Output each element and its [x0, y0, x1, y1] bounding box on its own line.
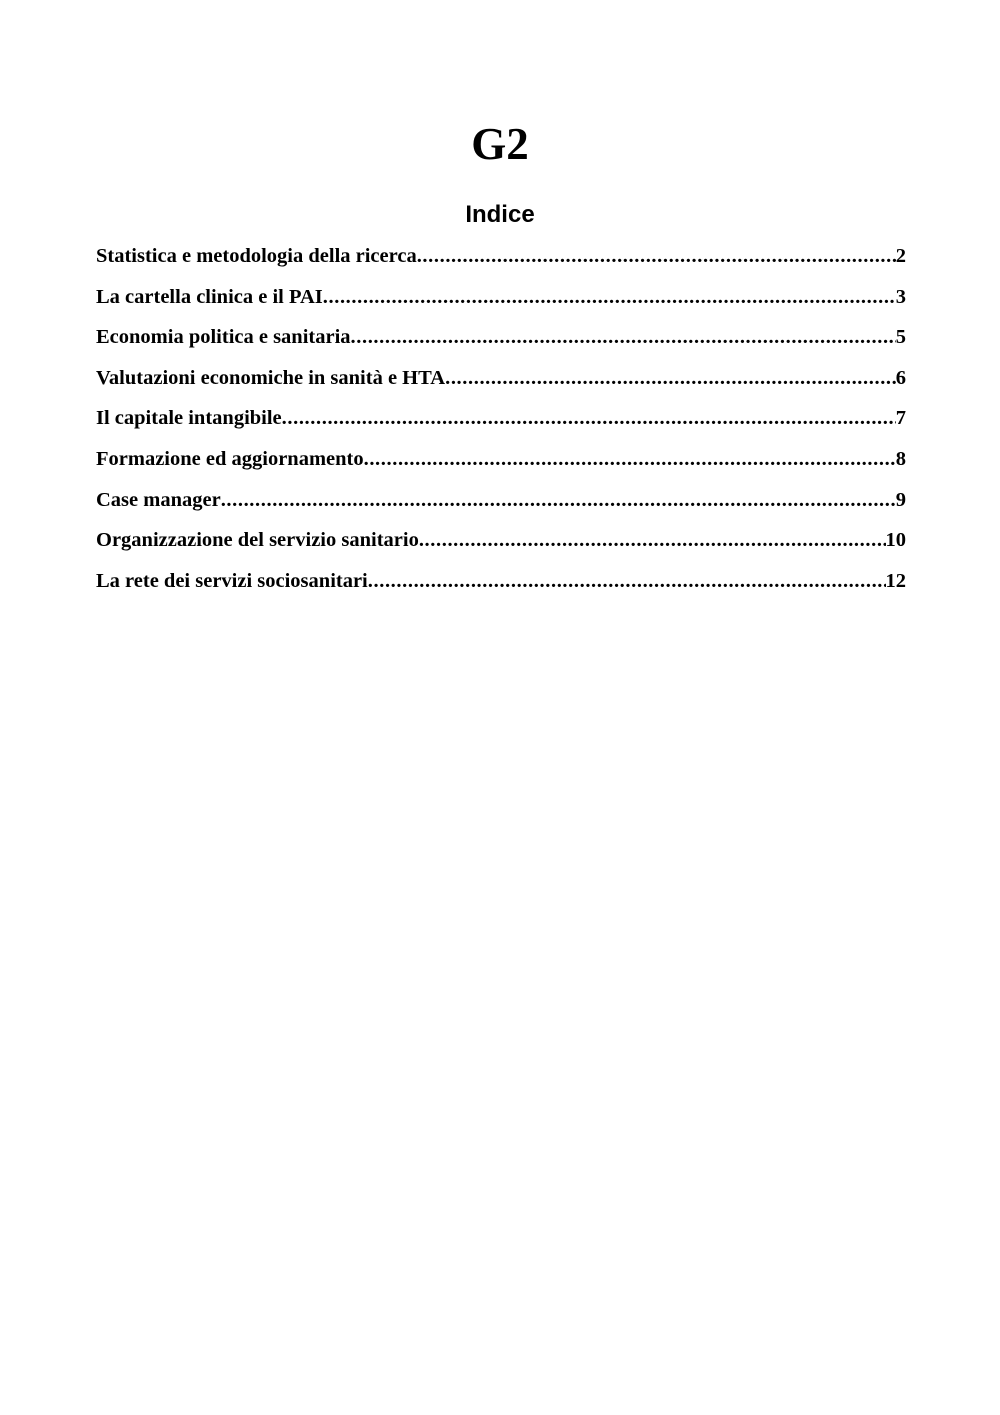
toc-entry-label: Il capitale intangibile — [96, 407, 282, 430]
toc-entry-label: Case manager — [96, 488, 221, 511]
toc-entry[interactable] — [96, 443, 906, 484]
table-of-contents — [96, 240, 906, 605]
toc-dot-leader — [364, 443, 896, 475]
toc-entry-label: Statistica e metodologia della ricerca — [96, 245, 417, 267]
toc-entry[interactable] — [96, 281, 906, 322]
toc-entry-page-number: 3 — [895, 285, 906, 308]
toc-entry-label: La cartella clinica e il PAI — [96, 285, 323, 308]
toc-entry-page-number: 8 — [895, 447, 906, 470]
toc-entry-label: Economia politica e sanitaria — [96, 326, 351, 349]
toc-entry[interactable] — [96, 402, 906, 443]
toc-dot-leader — [351, 321, 896, 353]
toc-heading: Indice — [465, 201, 535, 228]
toc-dot-leader — [323, 281, 896, 313]
toc-dot-leader — [445, 362, 896, 394]
toc-dot-leader — [419, 524, 886, 556]
toc-entry-label: Formazione ed aggiornamento — [96, 447, 364, 470]
toc-entry-page-number: 10 — [885, 529, 906, 552]
toc-entry-label: La rete dei servizi sociosanitari — [96, 569, 368, 592]
toc-dot-leader — [368, 565, 886, 597]
toc-entry-page-number: 7 — [895, 407, 906, 430]
toc-dot-leader — [282, 402, 896, 434]
toc-entry[interactable] — [96, 240, 906, 281]
toc-entry[interactable] — [96, 484, 906, 525]
toc-dot-leader — [417, 240, 896, 272]
toc-entry[interactable] — [96, 524, 906, 565]
toc-entry-label: Organizzazione del servizio sanitario — [96, 529, 419, 552]
toc-entry-page-number: 6 — [895, 366, 906, 389]
toc-entry-page-number: 2 — [895, 245, 906, 267]
toc-dot-leader — [221, 484, 896, 516]
toc-entry-page-number: 12 — [885, 569, 906, 592]
toc-entry-page-number: 5 — [895, 326, 906, 349]
toc-entry[interactable] — [96, 565, 906, 606]
toc-entry-label: Valutazioni economiche in sanità e HTA — [96, 366, 446, 389]
toc-entry[interactable] — [96, 321, 906, 362]
toc-entry-page-number: 9 — [895, 488, 906, 511]
document-title: G2 — [471, 119, 529, 169]
toc-entry[interactable] — [96, 362, 906, 403]
